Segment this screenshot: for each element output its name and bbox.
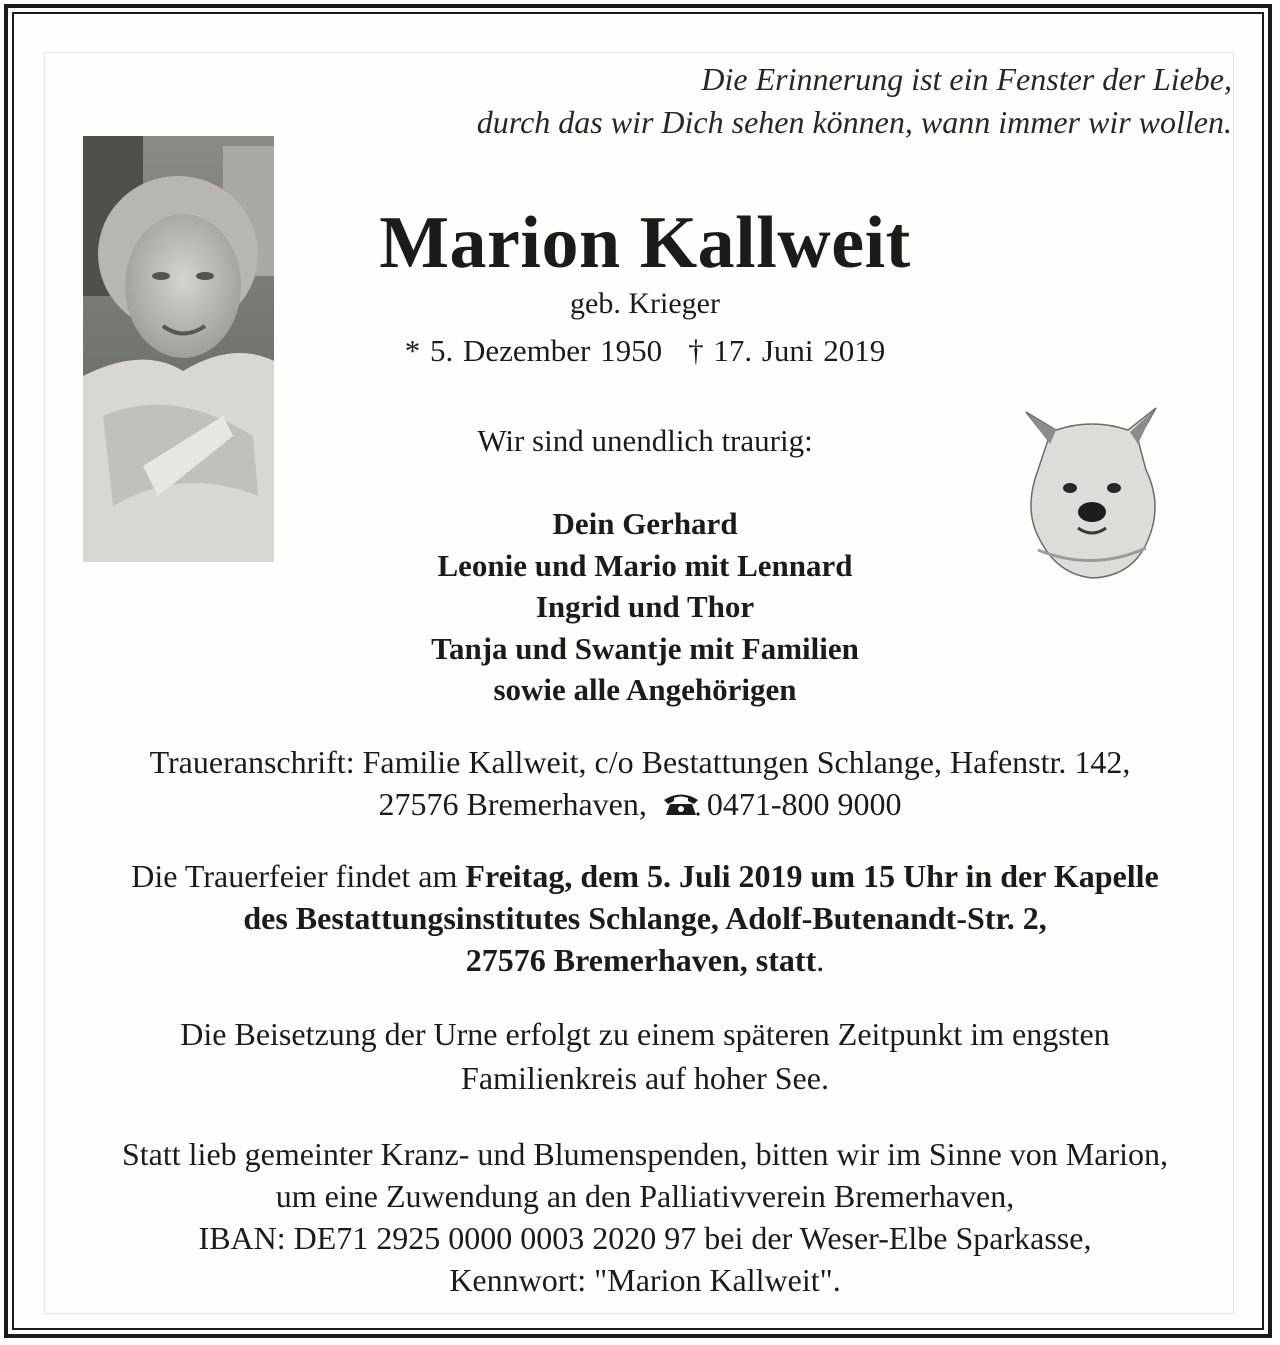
donation-line-2: um eine Zuwendung an den Palliativverein Bremerhaven, — [275, 1178, 1015, 1214]
burial-line-1: Die Beisetzung der Urne erfolgt zu einem späteren Zeitpunkt im engsten — [180, 1016, 1110, 1052]
mourner-line: sowie alle Angehörigen — [493, 672, 797, 707]
mourner-line: Ingrid und Thor — [535, 589, 755, 624]
maiden-name: geb. Krieger — [570, 287, 720, 320]
motto-line-2: durch das wir Dich sehen können, wann immer wir wollen. — [476, 104, 1232, 140]
mourning-phrase: Wir sind unendlich traurig: — [477, 423, 813, 458]
service-suffix: . — [816, 942, 825, 978]
address-line-2 — [0, 783, 1280, 825]
burial-line-2: Familienkreis auf hoher See. — [461, 1060, 829, 1096]
service-prefix: Die Trauerfeier findet am — [131, 858, 466, 894]
address-city: 27576 Bremerhaven, — [378, 786, 647, 822]
motto-line-1: Die Erinnerung ist ein Fenster der Liebe, — [701, 61, 1232, 97]
donation-keyword: Kennwort: "Marion Kallweit". — [449, 1262, 841, 1298]
donation-line-1: Statt lieb gemeinter Kranz- und Blumenspenden, bitten wir im Sinne von Marion, — [121, 1136, 1168, 1172]
phone-number: 0471-800 9000 — [706, 786, 902, 822]
mourner-line: Tanja und Swantje mit Familien — [431, 630, 859, 666]
mourning-address — [0, 741, 1280, 825]
donation-notice — [0, 1133, 1280, 1301]
motto-quote — [332, 58, 1232, 144]
death-date: † 17. Juni 2019 — [688, 333, 886, 368]
service-date-time: Freitag, dem 5. Juli 2019 um 15 Uhr in der Kapelle — [465, 858, 1159, 894]
funeral-service-notice — [0, 855, 1280, 981]
life-dates — [0, 331, 1280, 371]
mourner-line: Dein Gerhard — [552, 506, 738, 541]
mourners-list — [0, 503, 1280, 711]
service-venue: des Bestattungsinstitutes Schlange, Adolf-Butenandt-Str. 2, — [243, 900, 1047, 936]
deceased-name: Marion Kallweit — [379, 202, 911, 284]
burial-notice — [0, 1012, 1280, 1100]
mourner-line: Leonie und Mario mit Lennard — [437, 547, 853, 583]
service-city: 27576 Bremerhaven, statt — [465, 942, 817, 978]
donation-iban: IBAN: DE71 2925 0000 0003 2020 97 bei der Weser-Elbe Sparkasse, — [198, 1220, 1092, 1256]
birth-date: * 5. Dezember 1950 — [404, 333, 663, 368]
telephone-icon — [661, 785, 701, 811]
address-line-1: Traueranschrift: Familie Kallweit, c/o Bestattungen Schlange, Hafenstr. 142, — [149, 744, 1131, 780]
